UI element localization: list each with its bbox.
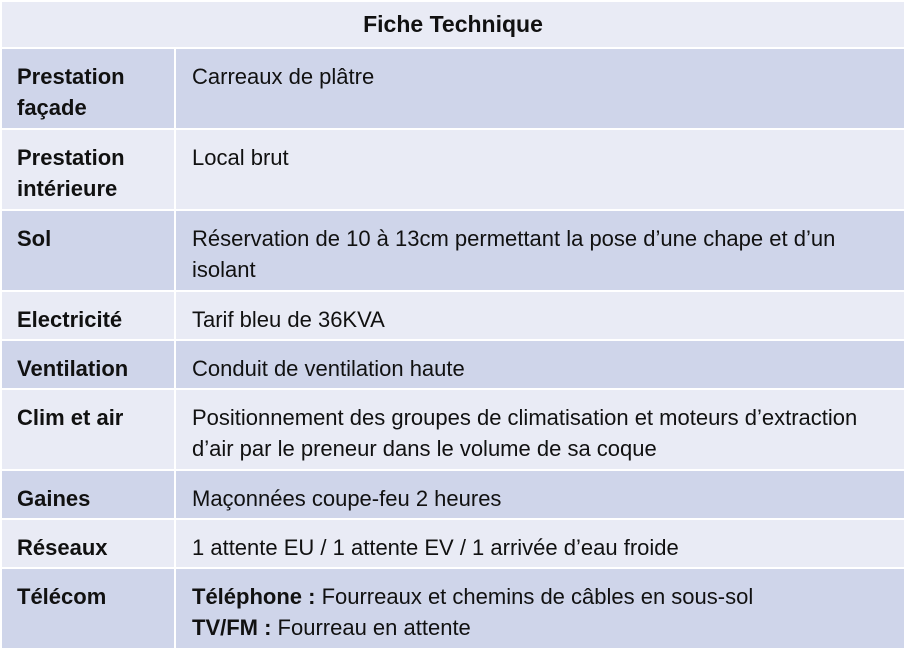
table-row-gaines xyxy=(2,471,904,518)
table-row-ventilation xyxy=(2,341,904,388)
row-value: Positionnement des groupes de climatisation et moteurs d’extraction d’air par le preneur dans le volume de sa coque xyxy=(176,390,904,469)
row-value: Local brut xyxy=(176,130,904,209)
row-value xyxy=(176,569,904,648)
table-row-telecom xyxy=(2,569,904,648)
row-label: Prestation intérieure xyxy=(2,130,174,209)
row-label: Electricité xyxy=(2,292,174,339)
telecom-line-tvfm xyxy=(192,612,890,643)
row-label: Ventilation xyxy=(2,341,174,388)
row-label: Gaines xyxy=(2,471,174,518)
row-label: Prestation façade xyxy=(2,49,174,128)
table-title: Fiche Technique xyxy=(2,2,904,47)
tvfm-text: Fourreau en attente xyxy=(271,615,471,640)
table-row-clim-et-air xyxy=(2,390,904,469)
table-row-electricite xyxy=(2,292,904,339)
row-label: Clim et air xyxy=(2,390,174,469)
table-row-prestation-facade xyxy=(2,49,904,128)
row-label: Réseaux xyxy=(2,520,174,567)
row-value: Carreaux de plâtre xyxy=(176,49,904,128)
row-value: Tarif bleu de 36KVA xyxy=(176,292,904,339)
telephone-text: Fourreaux et chemins de câbles en sous-sol xyxy=(315,584,754,609)
tvfm-label: TV/FM : xyxy=(192,615,272,640)
row-value: Réservation de 10 à 13cm permettant la pose d’une chape et d’un isolant xyxy=(176,211,904,290)
telephone-label: Téléphone : xyxy=(192,584,316,609)
row-label: Télécom xyxy=(2,569,174,648)
row-label: Sol xyxy=(2,211,174,290)
row-value: Maçonnées coupe-feu 2 heures xyxy=(176,471,904,518)
table-row-sol xyxy=(2,211,904,290)
table-row-prestation-interieure xyxy=(2,130,904,209)
telecom-line-telephone xyxy=(192,581,890,612)
row-value: 1 attente EU / 1 attente EV / 1 arrivée d’eau froide xyxy=(176,520,904,567)
table-row-reseaux xyxy=(2,520,904,567)
row-value: Conduit de ventilation haute xyxy=(176,341,904,388)
